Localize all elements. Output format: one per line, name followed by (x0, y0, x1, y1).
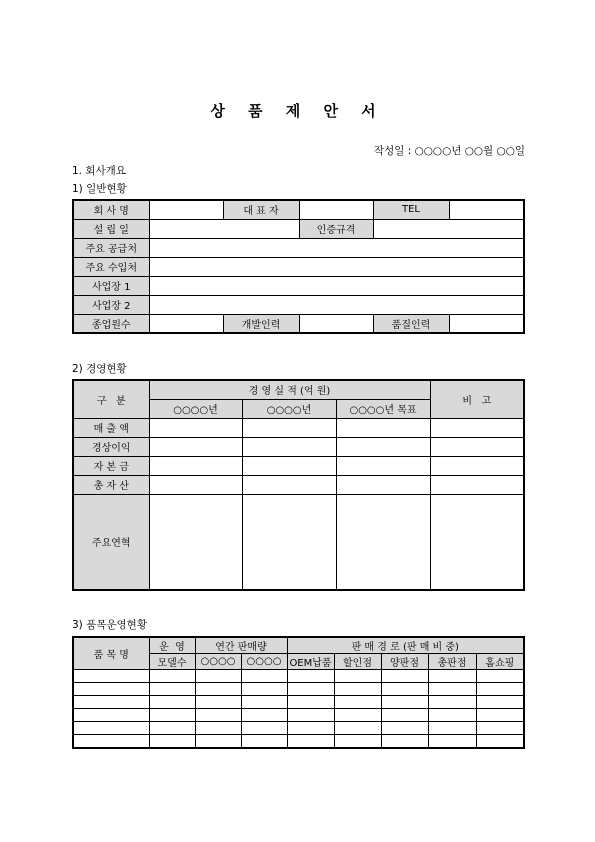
table-cell[interactable] (287, 722, 334, 735)
table-cell[interactable] (241, 696, 287, 709)
channels-header: 판 매 경 로 (판 매 비 중) (287, 637, 524, 654)
table-cell[interactable] (73, 696, 149, 709)
revenue-cell-3[interactable] (336, 418, 430, 437)
employees-cell[interactable] (149, 314, 223, 333)
table-cell[interactable] (334, 709, 381, 722)
table-cell[interactable] (381, 696, 428, 709)
table-cell[interactable] (334, 696, 381, 709)
table-cell[interactable] (428, 709, 476, 722)
table-cell[interactable] (195, 670, 241, 683)
tel-cell[interactable] (449, 200, 524, 219)
capital-remarks[interactable] (430, 456, 524, 475)
total-assets-remarks[interactable] (430, 475, 524, 494)
total-assets-cell-2[interactable] (242, 475, 336, 494)
table-cell[interactable] (149, 696, 195, 709)
section3-heading: 3) 품목운영현황 (72, 619, 147, 631)
table-cell[interactable] (241, 683, 287, 696)
main-supplier-label: 주요 공급처 (73, 238, 149, 257)
total-assets-label: 총 자 산 (73, 475, 149, 494)
company-name-cell[interactable] (149, 200, 223, 219)
table-cell[interactable] (149, 709, 195, 722)
section2-heading: 2) 경영현황 (72, 363, 127, 375)
table-cell[interactable] (476, 709, 524, 722)
operation-header: 운 영 (149, 637, 195, 654)
table-cell[interactable] (73, 683, 149, 696)
channel-header-discount: 할인점 (334, 654, 381, 670)
site2-label: 사업장 2 (73, 295, 149, 314)
general-table (72, 199, 525, 334)
history-label: 주요연혁 (73, 494, 149, 590)
channel-header-homeshopping: 홈쇼핑 (476, 654, 524, 670)
main-supplier-cell[interactable] (149, 238, 524, 257)
site1-label: 사업장 1 (73, 276, 149, 295)
established-label: 설 립 일 (73, 219, 149, 238)
history-remarks[interactable] (430, 494, 524, 590)
table-cell[interactable] (381, 683, 428, 696)
revenue-remarks[interactable] (430, 418, 524, 437)
certification-cell[interactable] (373, 219, 524, 238)
ordinary-income-cell-2[interactable] (242, 437, 336, 456)
revenue-cell-2[interactable] (242, 418, 336, 437)
site2-cell[interactable] (149, 295, 524, 314)
total-assets-cell-3[interactable] (336, 475, 430, 494)
annual-sales-header: 연간 판매량 (195, 637, 287, 654)
table-cell[interactable] (381, 722, 428, 735)
table-cell[interactable] (428, 696, 476, 709)
sales-year-header-2: ○○○○ (241, 654, 287, 670)
tel-label: TEL (373, 200, 449, 219)
qc-staff-cell[interactable] (449, 314, 524, 333)
sales-year-header-1: ○○○○ (195, 654, 241, 670)
table-cell[interactable] (241, 735, 287, 748)
section1-subheading: 1) 일반현황 (72, 183, 127, 195)
table-cell[interactable] (195, 735, 241, 748)
table-cell[interactable] (476, 670, 524, 683)
certification-label: 인증규격 (299, 219, 373, 238)
table-cell[interactable] (149, 722, 195, 735)
table-cell[interactable] (476, 696, 524, 709)
table-cell[interactable] (195, 709, 241, 722)
table-cell[interactable] (334, 683, 381, 696)
year-header-2: ○○○○년 (242, 399, 336, 418)
table-cell[interactable] (381, 709, 428, 722)
ordinary-income-cell-3[interactable] (336, 437, 430, 456)
table-row (73, 670, 524, 683)
table-cell[interactable] (334, 735, 381, 748)
capital-cell-3[interactable] (336, 456, 430, 475)
dev-staff-label: 개발인력 (223, 314, 299, 333)
year-header-1: ○○○○년 (149, 399, 242, 418)
table-row (73, 683, 524, 696)
channel-header-mass: 양판점 (381, 654, 428, 670)
item-name-header: 품 목 명 (73, 637, 149, 670)
category-header: 구 분 (73, 380, 149, 418)
remarks-header: 비 고 (430, 380, 524, 418)
revenue-label: 매 출 액 (73, 418, 149, 437)
table-cell[interactable] (287, 670, 334, 683)
page-title: 상 품 제 안 서 (210, 102, 385, 120)
table-cell[interactable] (428, 683, 476, 696)
qc-staff-label: 품질인력 (373, 314, 449, 333)
history-cell-3[interactable] (336, 494, 430, 590)
items-body (73, 670, 524, 748)
revenue-cell-1[interactable] (149, 418, 242, 437)
table-cell[interactable] (334, 722, 381, 735)
table-cell[interactable] (149, 670, 195, 683)
table-cell[interactable] (476, 683, 524, 696)
table-cell[interactable] (381, 735, 428, 748)
site1-cell[interactable] (149, 276, 524, 295)
ordinary-income-remarks[interactable] (430, 437, 524, 456)
table-cell[interactable] (73, 670, 149, 683)
company-name-label: 회 사 명 (73, 200, 149, 219)
main-buyer-cell[interactable] (149, 257, 524, 276)
table-cell[interactable] (428, 670, 476, 683)
employees-label: 종업원수 (73, 314, 149, 333)
table-cell[interactable] (149, 683, 195, 696)
table-cell[interactable] (287, 709, 334, 722)
table-row (73, 696, 524, 709)
table-cell[interactable] (287, 696, 334, 709)
table-row (73, 709, 524, 722)
table-cell[interactable] (195, 683, 241, 696)
table-cell[interactable] (73, 722, 149, 735)
history-cell-2[interactable] (242, 494, 336, 590)
year-header-3: ○○○○년 목표 (336, 399, 430, 418)
performance-header: 경 영 실 적 (억 원) (149, 380, 430, 399)
table-row (73, 722, 524, 735)
table-cell[interactable] (241, 709, 287, 722)
capital-cell-2[interactable] (242, 456, 336, 475)
table-cell[interactable] (476, 735, 524, 748)
history-cell-1[interactable] (149, 494, 242, 590)
main-buyer-label: 주요 수입처 (73, 257, 149, 276)
section1-heading: 1. 회사개요 (72, 165, 126, 177)
ordinary-income-cell-1[interactable] (149, 437, 242, 456)
table-cell[interactable] (241, 722, 287, 735)
model-count-header: 모델수 (149, 654, 195, 670)
date-line: 작성일 : ○○○○년 ○○월 ○○일 (373, 145, 525, 157)
channel-header-distributor: 총판점 (428, 654, 476, 670)
total-assets-cell-1[interactable] (149, 475, 242, 494)
table-cell[interactable] (73, 735, 149, 748)
table-cell[interactable] (195, 722, 241, 735)
management-table (72, 379, 525, 591)
capital-label: 자 본 금 (73, 456, 149, 475)
table-cell[interactable] (73, 709, 149, 722)
table-row (73, 735, 524, 748)
ceo-label: 대 표 자 (223, 200, 299, 219)
established-cell[interactable] (149, 219, 299, 238)
table-cell[interactable] (381, 670, 428, 683)
table-cell[interactable] (287, 735, 334, 748)
table-cell[interactable] (334, 670, 381, 683)
table-cell[interactable] (195, 696, 241, 709)
table-cell[interactable] (428, 722, 476, 735)
ceo-cell[interactable] (299, 200, 373, 219)
table-cell[interactable] (476, 722, 524, 735)
table-cell[interactable] (241, 670, 287, 683)
capital-cell-1[interactable] (149, 456, 242, 475)
items-table (72, 636, 525, 749)
ordinary-income-label: 경상이익 (73, 437, 149, 456)
dev-staff-cell[interactable] (299, 314, 373, 333)
table-cell[interactable] (287, 683, 334, 696)
channel-header-oem: OEM납품 (287, 654, 334, 670)
table-cell[interactable] (149, 735, 195, 748)
table-cell[interactable] (428, 735, 476, 748)
